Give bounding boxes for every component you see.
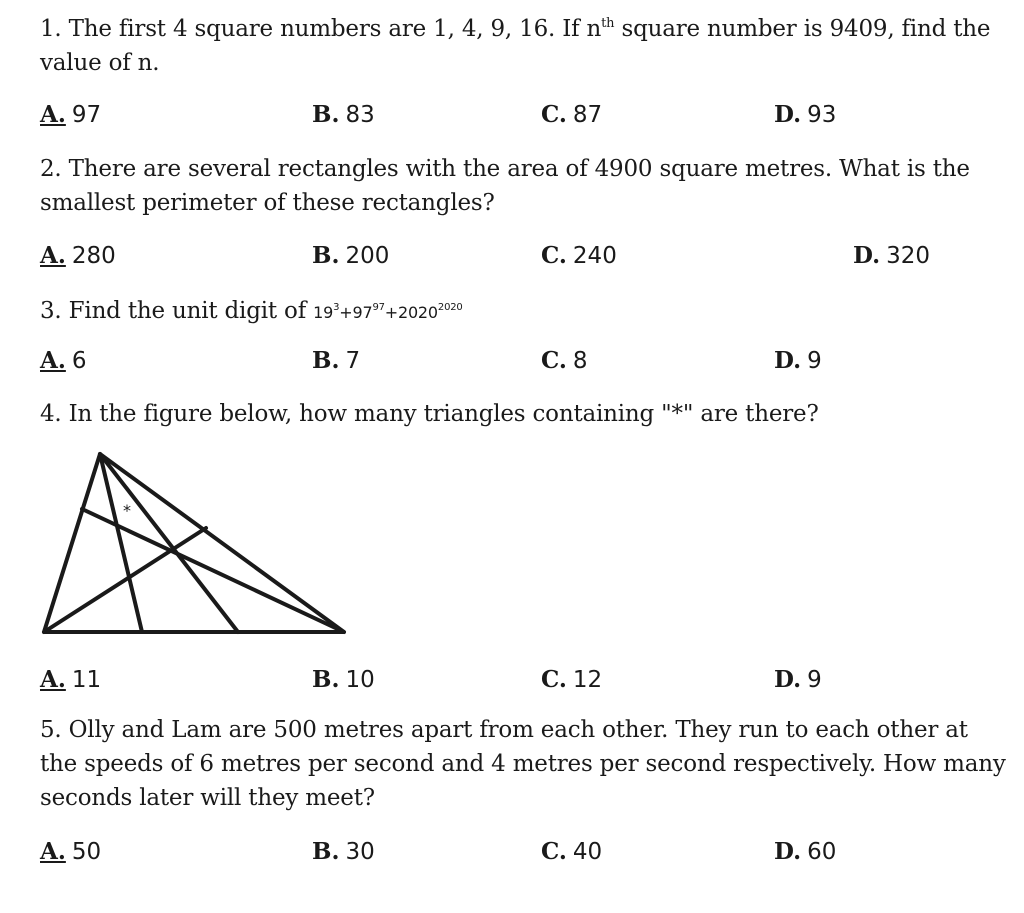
power-expression — [313, 303, 462, 322]
option-value: 280 — [71, 243, 116, 269]
option-value: 9 — [807, 348, 822, 374]
expr-exponent: 3 — [333, 302, 340, 313]
option-value: 10 — [345, 667, 375, 693]
option-value: 240 — [572, 243, 617, 269]
option-value: 40 — [572, 839, 603, 865]
option-b[interactable] — [312, 347, 360, 374]
question-1-text-start: 1. The first 4 square numbers are 1, 4, 9, 16. If n — [40, 16, 602, 42]
option-letter: D. — [774, 666, 802, 693]
option-value: 9 — [807, 667, 822, 693]
cevian-line — [44, 528, 206, 632]
option-a[interactable] — [40, 838, 101, 865]
option-letter: B. — [312, 838, 340, 865]
option-letter: B. — [312, 242, 340, 269]
question-2-options — [0, 242, 1024, 278]
option-value: 200 — [345, 243, 390, 269]
option-b[interactable] — [312, 101, 375, 128]
option-d[interactable] — [774, 666, 822, 693]
ordinal-superscript: th — [601, 16, 615, 31]
option-value: 87 — [572, 102, 603, 128]
option-value: 11 — [71, 667, 102, 693]
question-5-text: 5. Olly and Lam are 500 metres apart from each other. They run to each other at the speeds of 6 metres per second and 4 metres per second respectively. How many seconds later will they meet? — [40, 717, 1006, 811]
option-b[interactable] — [312, 838, 375, 865]
option-value: 320 — [886, 243, 931, 269]
option-letter: C. — [541, 101, 567, 128]
option-letter: A. — [40, 242, 66, 269]
option-value: 8 — [572, 348, 588, 374]
question-3-options — [0, 347, 1024, 383]
option-b[interactable] — [312, 666, 375, 693]
option-value: 83 — [345, 102, 375, 128]
option-b[interactable] — [312, 242, 389, 269]
option-c[interactable] — [541, 666, 602, 693]
option-a[interactable] — [40, 242, 116, 269]
option-c[interactable] — [541, 838, 602, 865]
question-5-options — [0, 838, 1024, 874]
option-letter: B. — [312, 101, 340, 128]
option-c[interactable] — [541, 101, 602, 128]
option-value: 30 — [345, 839, 375, 865]
option-letter: A. — [40, 101, 66, 128]
option-d[interactable] — [774, 347, 822, 374]
option-c[interactable] — [541, 347, 588, 374]
option-letter: C. — [541, 666, 567, 693]
triangle-figure — [38, 446, 352, 638]
question-2-text: 2. There are several rectangles with the area of 4900 square metres. What is the smallest perimeter of these rectangles? — [40, 156, 970, 216]
option-letter: D. — [853, 242, 881, 269]
option-value: 93 — [807, 102, 837, 128]
question-1-options — [0, 101, 1024, 137]
option-d[interactable] — [774, 101, 836, 128]
option-value: 12 — [572, 667, 603, 693]
option-letter: B. — [312, 347, 340, 374]
star-marker: * — [123, 501, 131, 520]
option-letter: D. — [774, 838, 802, 865]
option-value: 6 — [71, 348, 87, 374]
option-letter: A. — [40, 838, 66, 865]
expr-exponent: 97 — [372, 302, 385, 313]
option-letter: C. — [541, 347, 567, 374]
option-value: 97 — [71, 102, 102, 128]
expr-base: 19 — [313, 303, 334, 322]
cevian-line — [82, 509, 344, 632]
question-1-text-end: square number is 9409, find the value of n. — [40, 16, 991, 76]
expr-base: +97 — [339, 303, 373, 322]
option-a[interactable] — [40, 347, 87, 374]
option-letter: A. — [40, 347, 66, 374]
option-a[interactable] — [40, 666, 101, 693]
option-letter: A. — [40, 666, 66, 693]
option-letter: D. — [774, 101, 802, 128]
question-3-text-start: 3. Find the unit digit of — [40, 298, 314, 324]
option-letter: C. — [541, 838, 567, 865]
option-value: 50 — [71, 839, 102, 865]
expr-exponent: 2020 — [437, 302, 463, 313]
option-letter: D. — [774, 347, 802, 374]
option-letter: C. — [541, 242, 567, 269]
expr-base: +2020 — [384, 303, 438, 322]
question-1-text — [40, 12, 1010, 80]
option-letter: B. — [312, 666, 340, 693]
question-3-text — [40, 294, 1010, 330]
option-value: 7 — [345, 348, 361, 374]
question-4-options — [0, 666, 1024, 702]
question-4-text: 4. In the figure below, how many triangles containing "*" are there? — [40, 401, 819, 427]
option-a[interactable] — [40, 101, 101, 128]
option-c[interactable] — [541, 242, 617, 269]
option-d[interactable] — [774, 838, 836, 865]
option-value: 60 — [807, 839, 837, 865]
option-d[interactable] — [853, 242, 930, 269]
